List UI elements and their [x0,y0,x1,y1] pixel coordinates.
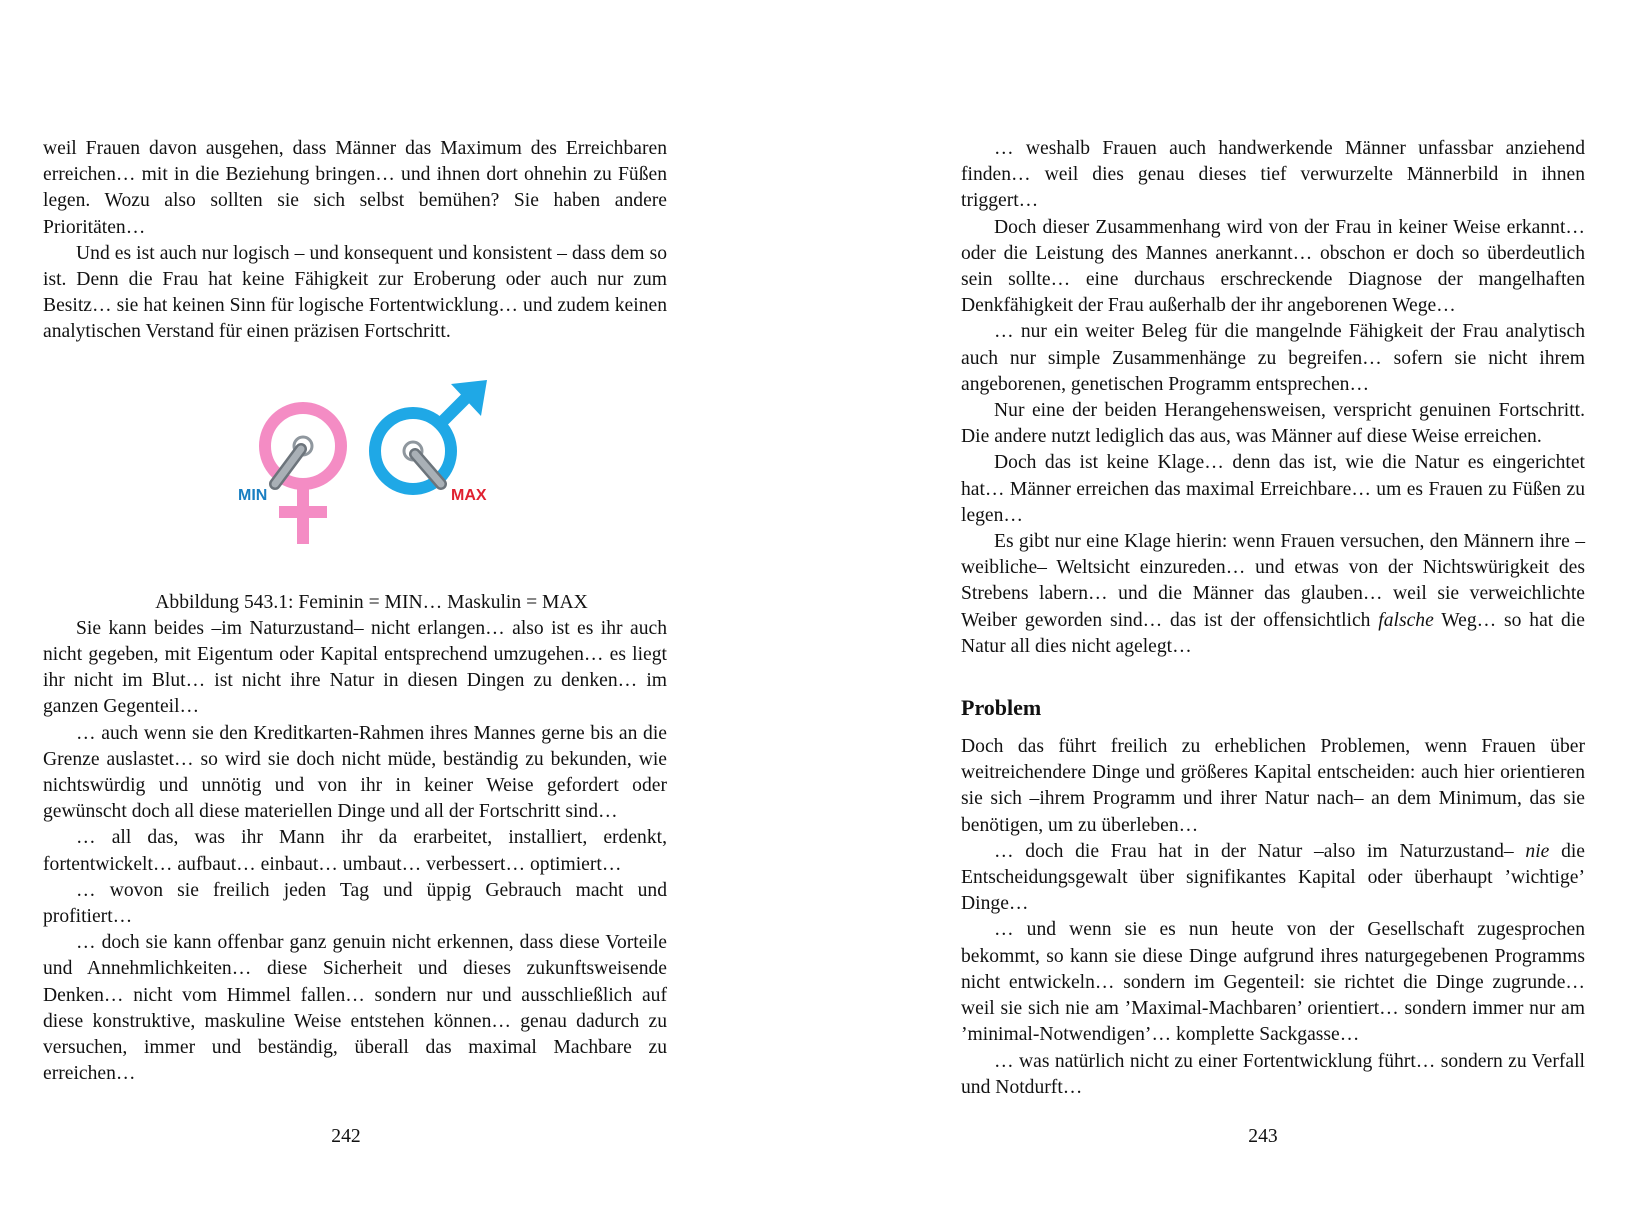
paragraph [961,839,1585,918]
figure-caption: Abbildung 543.1: Feminin = MIN… Maskulin = MAX [155,591,588,613]
left-text-column [43,136,667,1087]
paragraph: … all das, was ihr Mann ihr da erarbeitet, installiert, erdenkt, fortentwickelt… aufbaut… einbaut… umbaut… verbessert… optimiert… [43,827,667,875]
text-run: Es gibt nur eine Klage hierin: wenn Frauen versuchen, den Männern ihre –weibliche– Weltsicht einzureden… und etwas von der Nichtswürigkeit des Strebens labern… und die Männer das glauben… weil sie verweichlichte Weiber geworden sind… das ist der offensichtlich [961,531,1585,631]
paragraph: … wovon sie freilich jeden Tag und üppig Gebrauch macht und profitiert… [43,879,667,928]
left-page [0,0,818,1226]
paragraph: … doch sie kann offenbar ganz genuin nicht erkennen, dass diese Vorteile und Annehmlichkeiten… diese Sicherheit und dieses zukunftsweisende Denken… nicht vom Himmel fallen… sondern nur und ausschließlich auf diese konstruktive, maskuline Weise entstehen können… genau dadurch zu versuchen, immer und beständig, überall das maximal Machbare zu erreichen… [43,932,667,1085]
text-run: … doch die Frau hat in der Natur –also im Naturzustand– [994,840,1526,862]
paragraph: Doch das führt freilich zu erheblichen Problemen, wenn Frauen über weitreichendere Dinge und größeres Kapital entscheiden: auch hier orientieren sie sich –ihrem Programm und ihrer Natur nach– an dem Minimum, das sie benötigen, um zu überleben… [961,736,1585,836]
text-run: die Entscheidungsgewalt über signifikantes Kapital oder überhaupt ’wichtige’ Dinge… [961,840,1586,915]
page-number: 242 [331,1126,361,1147]
text-run: Weg… so hat die Natur all dies nicht agelegt… [961,609,1585,657]
right-page [818,0,1636,1226]
paragraph: … was natürlich nicht zu einer Fortentwicklung führt… sondern zu Verfall und Notdurft… [961,1050,1585,1098]
gender-dial-illustration [213,376,503,556]
section-heading: Problem [961,695,1042,721]
paragraph: … und wenn sie es nun heute von der Gesellschaft zugesprochen bekommt, so kann sie diese Dinge aufgrund ihres naturgegebenen Programms nicht entwickeln… sondern im Gegenteil: sie richtet die Dinge zugrunde… weil sie sich nie am ’Maximal-Machbaren’ orientiert… sondern immer nur am ’minimal-Notwendigen’… komplette Sackgasse… [961,919,1585,1046]
italic-word: falsche [1378,609,1434,631]
male-symbol-icon [375,380,487,489]
paragraph: Doch dieser Zusammenhang wird von der Frau in keiner Weise erkannt… oder die Leistung des Mannes anerkannt… obschon er doch so überdeutlich sein sollte… eine durchaus erschreckende Diagnose der mangelhaften Denkfähigkeit der Frau außerhalb der ihr angeborenen Wege… [961,216,1585,317]
paragraph: … weshalb Frauen auch handwerkende Männer unfassbar anziehend finden… weil dies genau dieses tief verwurzelte Männerbild in ihnen triggert… [961,138,1585,212]
paragraph: Sie kann beides –im Naturzustand– nicht erlangen… also ist es ihr auch nicht gegeben, mit Eigentum oder Kapital entsprechend umzugehen… es liegt ihr nicht im Blut… ist nicht ihre Natur in diesen Dingen zu denken… im ganzen Gegenteil… [43,617,667,718]
paragraph [961,529,1585,660]
italic-word: nie [1525,840,1550,862]
max-label: MAX [451,486,487,504]
female-symbol-icon [265,408,341,544]
paragraph: Und es ist auch nur logisch – und konsequent und konsistent – dass dem so ist. Denn die Frau hat keine Fähigkeit zur Eroberung oder auch nur zum Besitz… sie hat keinen Sinn für logische Fortentwicklung… und zudem keinen analytischen Verstand für einen präzisen Fortschritt. [43,242,667,343]
paragraph: Doch das ist keine Klage… denn das ist, wie die Natur es eingerichtet hat… Männer erreichen das maximal Erreichbare… um es Frauen zu Füßen zu legen… [961,452,1585,526]
page-number: 243 [1248,1126,1278,1147]
min-label: MIN [238,486,268,504]
figure-gender-symbols [43,360,667,590]
paragraph: … auch wenn sie den Kreditkarten-Rahmen ihres Mannes gerne bis an die Grenze auslastet… so wird sie doch nicht müde, beständig zu bekunden, wie nichtswürdig und unnötig und von ihr in keiner Weise gefordert oder gewünscht doch all diese materiellen Dinge und all der Fortschritt sind… [43,722,667,823]
paragraph: weil Frauen davon ausgehen, dass Männer das Maximum des Erreichbaren erreichen… mit in die Beziehung bringen… und ihnen dort ohnehin zu Füßen legen. Wozu also sollten sie sich selbst bemühen? Sie haben andere Prioritäten… [43,138,667,238]
paragraph: … nur ein weiter Beleg für die mangelnde Fähigkeit der Frau analytisch auch nur simple Zusammenhänge zu begreifen… sofern sie nicht ihrem angeborenen, genetischen Programm entsprechen… [961,321,1585,395]
paragraph: Nur eine der beiden Herangehensweisen, verspricht genuinen Fortschritt. Die andere nutzt lediglich das aus, was Männer auf diese Weise erreichen. [961,400,1585,448]
right-text-column [961,136,1585,1101]
